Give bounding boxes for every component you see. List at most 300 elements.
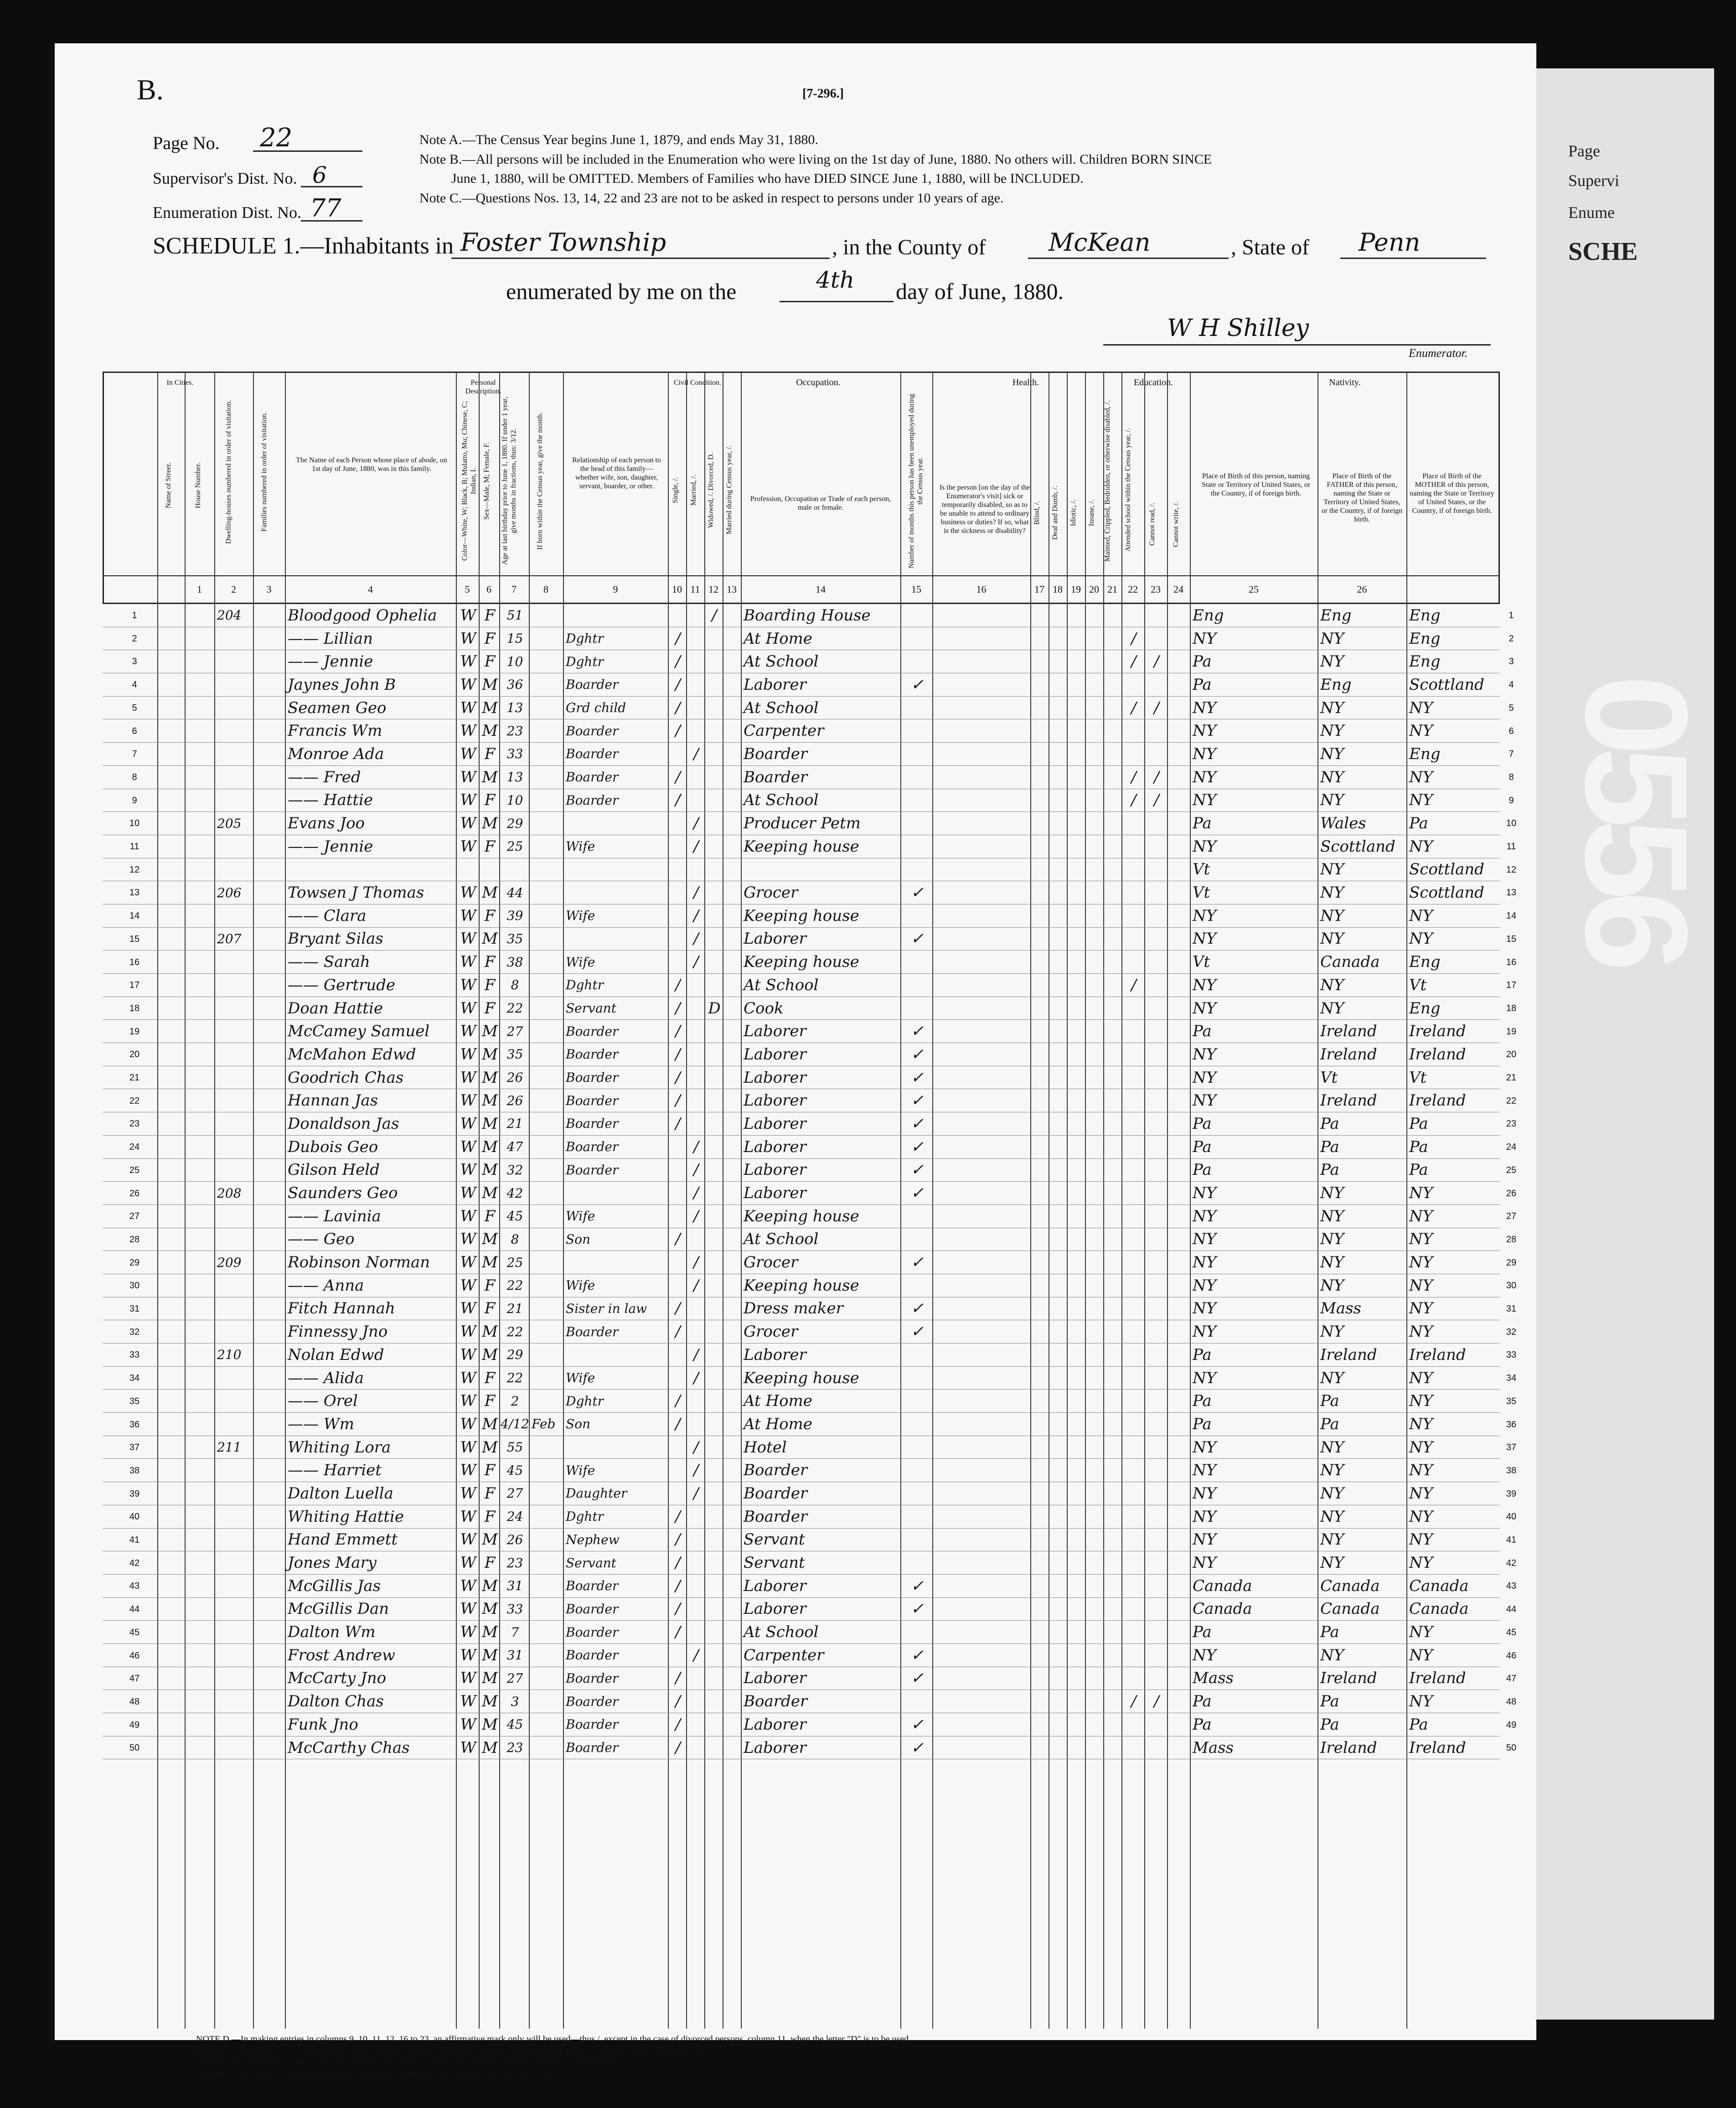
family-number bbox=[256, 1112, 284, 1135]
age-cell: 4/12 bbox=[501, 1416, 529, 1432]
father-birthplace-cell: NY bbox=[1320, 1554, 1344, 1572]
birthplace-cell: Pa bbox=[1193, 1692, 1212, 1711]
sex-cell: F bbox=[484, 1276, 496, 1295]
widowed-mark bbox=[707, 928, 722, 951]
age-cell: 39 bbox=[506, 908, 523, 924]
series-letter: B. bbox=[137, 73, 164, 106]
column-number: 12 bbox=[708, 584, 718, 595]
unemployed-mark bbox=[903, 1413, 931, 1436]
occupation-cell: Keeping house bbox=[744, 1207, 859, 1225]
relationship-cell bbox=[566, 1182, 667, 1204]
widowed-mark bbox=[707, 627, 722, 650]
birthplace-cell: NY bbox=[1193, 1207, 1217, 1225]
age-cell: 15 bbox=[506, 631, 523, 646]
line-number: 36 bbox=[129, 1419, 140, 1430]
sex-cell: M bbox=[482, 1415, 498, 1433]
sex-cell: F bbox=[484, 606, 496, 625]
color-cell: W bbox=[460, 1114, 476, 1133]
father-birthplace-cell: NY bbox=[1320, 1276, 1344, 1295]
relationship-cell bbox=[566, 1343, 667, 1366]
line-number: 29 bbox=[129, 1257, 140, 1268]
occupation-cell: Grocer bbox=[744, 884, 798, 902]
cannot-read-mark bbox=[1147, 743, 1166, 765]
county-value: McKean bbox=[1049, 228, 1151, 257]
age-cell: 45 bbox=[506, 1462, 523, 1478]
birthplace-cell: NY bbox=[1193, 1184, 1217, 1203]
relationship-cell bbox=[566, 1251, 667, 1274]
birthplace-cell: NY bbox=[1193, 1045, 1217, 1064]
cannot-read-mark bbox=[1147, 1066, 1166, 1089]
birthplace-cell: NY bbox=[1193, 1299, 1217, 1318]
family-number bbox=[256, 604, 284, 627]
relationship-cell: Wife bbox=[566, 839, 595, 854]
nativity-heading: Nativity. bbox=[1329, 377, 1361, 388]
mother-birthplace-cell: NY bbox=[1409, 1484, 1433, 1503]
father-birthplace-cell: Mass bbox=[1320, 1299, 1361, 1318]
mother-birthplace-cell: NY bbox=[1409, 930, 1433, 948]
widowed-mark bbox=[707, 1575, 722, 1597]
table-row bbox=[103, 858, 1500, 882]
person-name: —— Wm bbox=[288, 1415, 354, 1433]
single-mark bbox=[671, 1182, 685, 1204]
school-mark bbox=[1124, 1228, 1143, 1251]
state-underline bbox=[1340, 258, 1486, 259]
occupation-cell: Boarder bbox=[744, 768, 808, 786]
widowed-mark bbox=[707, 951, 722, 973]
birth-month-cell bbox=[532, 1575, 562, 1597]
relationship-cell: Dghtr bbox=[566, 654, 604, 669]
line-number: 33 bbox=[1506, 1350, 1517, 1360]
widowed-mark bbox=[707, 1390, 722, 1412]
unemployed-mark bbox=[903, 1621, 931, 1643]
occupation-cell: At School bbox=[744, 791, 819, 810]
family-number bbox=[256, 881, 284, 904]
dwelling-number bbox=[217, 1551, 252, 1574]
color-cell: W bbox=[460, 606, 476, 625]
person-name: —— Lillian bbox=[288, 629, 373, 648]
school-mark bbox=[1124, 1436, 1143, 1459]
unemployed-mark: ✓ bbox=[910, 1137, 924, 1156]
unemployed-mark bbox=[903, 974, 931, 997]
birth-month-cell bbox=[532, 789, 562, 812]
father-birthplace-cell: Canada bbox=[1320, 953, 1380, 971]
occupation-cell: Laborer bbox=[744, 930, 806, 948]
line-number: 42 bbox=[1506, 1558, 1517, 1568]
cannot-write-mark bbox=[1170, 1274, 1189, 1297]
birthplace-cell: NY bbox=[1193, 1091, 1217, 1110]
profession-heading: Profession, Occupation or Trade of each person, male or female. bbox=[750, 495, 891, 512]
line-number: 4 bbox=[1509, 680, 1514, 690]
age-cell: 51 bbox=[506, 608, 523, 623]
family-number bbox=[256, 1621, 284, 1643]
sex-cell: F bbox=[484, 1207, 496, 1225]
single-mark bbox=[671, 812, 685, 835]
cannot-read-mark bbox=[1147, 1367, 1166, 1390]
age-cell: 23 bbox=[506, 723, 523, 739]
unemployed-mark bbox=[903, 1482, 931, 1505]
widowed-mark bbox=[707, 1020, 722, 1043]
insane-heading: Insane, /. bbox=[1088, 499, 1095, 527]
married-mark bbox=[689, 1598, 703, 1621]
unemployed-mark bbox=[903, 1343, 931, 1366]
line-number: 25 bbox=[1506, 1165, 1517, 1175]
enumeration-value: 77 bbox=[310, 194, 341, 222]
stamp-number: 0556 bbox=[1555, 675, 1718, 963]
mother-birthplace-cell: NY bbox=[1409, 906, 1433, 925]
occupation-cell: Laborer bbox=[744, 1669, 806, 1688]
mother-birthplace-cell: Pa bbox=[1409, 1715, 1428, 1734]
sex-cell: M bbox=[482, 1068, 498, 1087]
school-mark bbox=[1124, 1020, 1143, 1043]
color-cell: W bbox=[460, 1600, 476, 1618]
cannot-write-mark bbox=[1170, 789, 1189, 812]
widowed-mark bbox=[707, 1066, 722, 1089]
school-mark bbox=[1124, 951, 1143, 973]
age-cell: 45 bbox=[506, 1209, 523, 1224]
adjacent-page-edge bbox=[1532, 68, 1718, 2020]
relationship-cell bbox=[566, 928, 667, 951]
married-mark bbox=[689, 1112, 703, 1135]
father-birthplace-cell: NY bbox=[1320, 698, 1344, 717]
cannot-write-mark bbox=[1170, 1320, 1189, 1343]
dwelling-number bbox=[217, 1690, 252, 1713]
cannot-read-mark bbox=[1147, 1529, 1166, 1551]
occupation-cell: Laborer bbox=[744, 1576, 806, 1595]
birthplace-cell: NY bbox=[1193, 1068, 1217, 1087]
birthplace-cell: Mass bbox=[1193, 1738, 1234, 1757]
cannot-write-mark bbox=[1170, 719, 1189, 742]
relationship-cell: Boarder bbox=[566, 1047, 619, 1062]
color-cell: W bbox=[460, 1345, 476, 1364]
color-cell: W bbox=[460, 722, 476, 740]
mother-birthplace-cell: Eng bbox=[1409, 652, 1441, 671]
widowed-mark bbox=[707, 697, 722, 719]
dwelling-number bbox=[217, 1390, 252, 1412]
school-mark bbox=[1124, 1043, 1143, 1066]
mother-birthplace-cell: NY bbox=[1409, 1646, 1433, 1664]
widowed-mark bbox=[707, 1644, 722, 1667]
unemployed-mark: ✓ bbox=[910, 930, 924, 948]
cannot-write-mark bbox=[1170, 1182, 1189, 1204]
relationship-cell bbox=[566, 604, 667, 627]
school-mark bbox=[1124, 719, 1143, 742]
person-name: —— Jennie bbox=[288, 837, 373, 856]
married-mark bbox=[689, 673, 703, 696]
table-row bbox=[103, 650, 1500, 673]
married-mark bbox=[689, 1320, 703, 1343]
birth-month-cell bbox=[532, 812, 562, 835]
married-mark: / bbox=[693, 814, 699, 833]
line-number: 11 bbox=[1506, 842, 1516, 852]
dwelling-number bbox=[217, 904, 252, 927]
unemployed-mark: ✓ bbox=[910, 1600, 924, 1618]
birthplace-cell: NY bbox=[1193, 629, 1217, 648]
mother-birthplace-cell: NY bbox=[1409, 1323, 1433, 1341]
cannot-write-mark bbox=[1170, 1667, 1189, 1690]
color-cell: W bbox=[460, 1045, 476, 1064]
age-cell: 8 bbox=[511, 1231, 519, 1247]
color-cell: W bbox=[460, 1161, 476, 1179]
color-cell: W bbox=[460, 1323, 476, 1341]
cannot-write-mark bbox=[1170, 904, 1189, 927]
cannot-read-mark bbox=[1147, 1320, 1166, 1343]
age-cell: 22 bbox=[506, 1370, 523, 1386]
cannot-read-mark bbox=[1147, 1644, 1166, 1667]
school-mark bbox=[1124, 1390, 1143, 1412]
relationship-cell: Daughter bbox=[566, 1486, 627, 1501]
married-mark bbox=[689, 858, 703, 881]
table-row bbox=[103, 604, 1500, 627]
table-row bbox=[103, 1505, 1500, 1529]
table-row bbox=[103, 928, 1500, 951]
age-heading: Age at last birthday prior to June 1, 1880. If under 1 year, give months in fractions, thus: 3/12. bbox=[501, 397, 517, 565]
relationship-cell: Boarder bbox=[566, 1324, 619, 1339]
line-number: 50 bbox=[1506, 1743, 1517, 1753]
birthplace-cell: NY bbox=[1193, 1646, 1217, 1664]
widowed-mark: / bbox=[712, 606, 717, 625]
color-cell: W bbox=[460, 1369, 476, 1387]
cannot-read-mark bbox=[1147, 1390, 1166, 1412]
mother-birthplace-cell: Pa bbox=[1409, 1161, 1428, 1179]
birth-month-cell bbox=[532, 881, 562, 904]
column-number: 7 bbox=[512, 584, 517, 595]
note-a: Note A.—The Census Year begins June 1, 1879, and ends May 31, 1880. bbox=[419, 132, 818, 147]
cannot-write-mark bbox=[1170, 627, 1189, 650]
relationship-cell: Wife bbox=[566, 954, 595, 970]
person-name: Nolan Edwd bbox=[288, 1345, 384, 1364]
widowed-mark bbox=[707, 1136, 722, 1158]
married-mark bbox=[689, 719, 703, 742]
sex-cell: F bbox=[484, 1461, 496, 1480]
single-mark: / bbox=[675, 1507, 681, 1526]
single-mark: / bbox=[675, 1669, 681, 1688]
relationship-cell: Boarder bbox=[566, 1670, 619, 1686]
unemployed-mark: ✓ bbox=[910, 1184, 924, 1203]
dwelling-number bbox=[217, 1043, 252, 1066]
line-number: 48 bbox=[1506, 1696, 1517, 1707]
widowed-mark bbox=[707, 1505, 722, 1528]
relationship-cell bbox=[566, 812, 667, 835]
mother-birthplace-cell: Scottland bbox=[1409, 860, 1484, 879]
line-number: 5 bbox=[132, 703, 137, 713]
line-number: 31 bbox=[129, 1304, 140, 1314]
color-cell: W bbox=[460, 1646, 476, 1664]
person-name: —— Clara bbox=[288, 906, 367, 925]
cannot-read-mark: / bbox=[1154, 698, 1159, 717]
single-mark bbox=[671, 743, 685, 765]
cannot-read-mark bbox=[1147, 1436, 1166, 1459]
school-mark bbox=[1124, 1089, 1143, 1112]
family-number bbox=[256, 1367, 284, 1390]
sex-cell: M bbox=[482, 1623, 498, 1642]
cannot-write-mark bbox=[1170, 1089, 1189, 1112]
line-number: 11 bbox=[129, 842, 140, 852]
color-cell: W bbox=[460, 744, 476, 763]
cannot-read-mark: / bbox=[1154, 791, 1159, 810]
sex-cell: M bbox=[482, 1738, 498, 1757]
father-birthplace-cell: NY bbox=[1320, 860, 1344, 879]
line-number: 29 bbox=[1506, 1257, 1517, 1268]
table-row bbox=[103, 627, 1500, 651]
cannot-write-mark bbox=[1170, 1251, 1189, 1274]
line-number: 6 bbox=[1509, 726, 1514, 736]
birthplace-cell: NY bbox=[1193, 1253, 1217, 1272]
sex-cell: M bbox=[482, 1715, 498, 1734]
color-cell: W bbox=[460, 999, 476, 1018]
school-mark: / bbox=[1131, 976, 1137, 994]
age-cell: 35 bbox=[506, 1047, 523, 1062]
relationship-cell: Sister in law bbox=[566, 1301, 647, 1316]
table-row bbox=[103, 1436, 1500, 1459]
birthplace-cell: Vt bbox=[1193, 884, 1210, 902]
occupation-cell: Laborer bbox=[744, 1161, 806, 1179]
unemployed-mark: ✓ bbox=[910, 1715, 924, 1734]
color-cell: W bbox=[460, 1022, 476, 1041]
mother-birthplace-cell: NY bbox=[1409, 1253, 1433, 1272]
married-mark: / bbox=[693, 1484, 699, 1503]
cannot-read-mark bbox=[1147, 951, 1166, 973]
cannot-write-mark bbox=[1170, 1066, 1189, 1089]
age-cell: 44 bbox=[506, 885, 523, 900]
cannot-write-heading: Cannot write, /. bbox=[1172, 501, 1180, 547]
family-number bbox=[256, 997, 284, 1020]
note-c: Note C.—Questions Nos. 13, 14, 22 and 23 are not to be asked in respect to persons under 10 years of age. bbox=[419, 191, 1004, 206]
idiotic-heading: Idiotic, /. bbox=[1070, 499, 1077, 527]
family-number bbox=[256, 1505, 284, 1528]
note-f: NOTE F.—Question No. 14 will only be asked in cases when a gainful occupation has been reported in column 13. bbox=[196, 2057, 616, 2067]
widowed-mark bbox=[707, 1251, 722, 1274]
school-mark bbox=[1124, 812, 1143, 835]
school-mark bbox=[1124, 604, 1143, 627]
father-birthplace-cell: NY bbox=[1320, 791, 1344, 810]
family-number bbox=[256, 719, 284, 742]
birth-month-cell bbox=[532, 1436, 562, 1459]
family-number bbox=[256, 1297, 284, 1320]
birth-month-cell bbox=[532, 1713, 562, 1736]
person-name: Francis Wm bbox=[288, 722, 382, 740]
unemployed-mark bbox=[903, 1205, 931, 1228]
dwelling-number bbox=[217, 673, 252, 696]
table-row bbox=[103, 1551, 1500, 1575]
county-underline bbox=[1028, 258, 1229, 259]
dwelling-number: 204 bbox=[217, 608, 242, 623]
married-mark bbox=[689, 1066, 703, 1089]
age-cell: 10 bbox=[506, 792, 523, 808]
single-mark bbox=[671, 858, 685, 881]
family-number bbox=[256, 928, 284, 951]
line-number: 28 bbox=[129, 1234, 140, 1245]
age-cell: 25 bbox=[506, 839, 523, 854]
cannot-write-mark bbox=[1170, 1621, 1189, 1643]
mother-birthplace-cell: Scottland bbox=[1409, 675, 1484, 694]
color-cell: W bbox=[460, 1230, 476, 1249]
birth-month-cell bbox=[532, 928, 562, 951]
school-mark bbox=[1124, 1066, 1143, 1089]
widowed-mark: D bbox=[708, 999, 721, 1018]
table-row bbox=[103, 835, 1500, 858]
column-number: 23 bbox=[1151, 584, 1161, 595]
cannot-read-mark bbox=[1147, 1482, 1166, 1505]
unemployed-mark bbox=[903, 1690, 931, 1713]
cannot-read-mark bbox=[1147, 1598, 1166, 1621]
father-birthplace-cell: Pa bbox=[1320, 1392, 1339, 1410]
mother-birthplace-cell: NY bbox=[1409, 1461, 1433, 1480]
color-cell: W bbox=[460, 675, 476, 694]
occupation-cell bbox=[744, 858, 899, 881]
relationship-cell: Boarder bbox=[566, 746, 619, 762]
father-birthplace-cell: Ireland bbox=[1320, 1022, 1377, 1041]
birth-month-cell bbox=[532, 673, 562, 696]
married-mark bbox=[689, 650, 703, 673]
line-number: 45 bbox=[129, 1627, 140, 1638]
column-number: 17 bbox=[1034, 584, 1044, 595]
family-number bbox=[256, 766, 284, 789]
sex-cell: M bbox=[482, 1161, 498, 1179]
age-cell: 7 bbox=[511, 1624, 519, 1640]
unemployed-mark bbox=[903, 1505, 931, 1528]
single-mark: / bbox=[675, 1022, 681, 1041]
relationship-cell: Boarder bbox=[566, 770, 619, 785]
school-mark bbox=[1124, 1736, 1143, 1759]
column-number: 10 bbox=[672, 584, 682, 595]
cannot-read-mark bbox=[1147, 1228, 1166, 1251]
enumerator-label: Enumerator. bbox=[1409, 346, 1468, 360]
table-row bbox=[103, 1413, 1500, 1436]
column-number: 1 bbox=[197, 584, 202, 595]
widowed-mark bbox=[707, 812, 722, 835]
age-cell: 13 bbox=[506, 770, 523, 785]
person-name: Bloodgood Ophelia bbox=[288, 606, 437, 625]
dwelling-number: 211 bbox=[217, 1440, 242, 1455]
unemployed-mark: ✓ bbox=[910, 1323, 924, 1341]
family-number bbox=[256, 812, 284, 835]
mother-birthplace-cell: Vt bbox=[1409, 1068, 1427, 1087]
single-mark: / bbox=[675, 1091, 681, 1110]
sex-cell: F bbox=[484, 1554, 496, 1572]
family-number bbox=[256, 1575, 284, 1597]
color-cell: W bbox=[460, 1415, 476, 1433]
enumerated-label: enumerated by me on the bbox=[506, 279, 737, 304]
cannot-read-mark bbox=[1147, 1112, 1166, 1135]
married-mark: / bbox=[693, 1461, 699, 1480]
father-birthplace-cell: Ireland bbox=[1320, 1738, 1377, 1757]
mother-birthplace-cell: Vt bbox=[1409, 976, 1427, 994]
signature-underline bbox=[1103, 344, 1491, 346]
table-row bbox=[103, 1297, 1500, 1321]
line-number: 1 bbox=[132, 610, 137, 620]
column-number: 16 bbox=[976, 584, 987, 595]
mother-birthplace-cell: Pa bbox=[1409, 1137, 1428, 1156]
person-name: Fitch Hannah bbox=[288, 1299, 395, 1318]
widowed-mark bbox=[707, 974, 722, 997]
line-number: 43 bbox=[1506, 1581, 1517, 1591]
school-mark bbox=[1124, 1551, 1143, 1574]
cannot-read-mark bbox=[1147, 1621, 1166, 1643]
line-number: 35 bbox=[129, 1396, 140, 1406]
family-number bbox=[256, 1136, 284, 1158]
person-name bbox=[288, 858, 455, 881]
unemployed-mark bbox=[903, 650, 931, 673]
sex-cell: M bbox=[482, 768, 498, 786]
relationship-cell: Dghtr bbox=[566, 1509, 604, 1524]
cannot-read-mark bbox=[1147, 1043, 1166, 1066]
note-e: NOTE E.—Question No. 12 will only be asked in cases where an affirmative answer has been given either to question 10 or to question 11. bbox=[196, 2046, 705, 2056]
family-number bbox=[256, 1598, 284, 1621]
line-number: 13 bbox=[1506, 888, 1517, 898]
line-number: 16 bbox=[1506, 957, 1517, 967]
relationship-cell: Boarder bbox=[566, 792, 619, 808]
line-number: 19 bbox=[129, 1026, 140, 1037]
